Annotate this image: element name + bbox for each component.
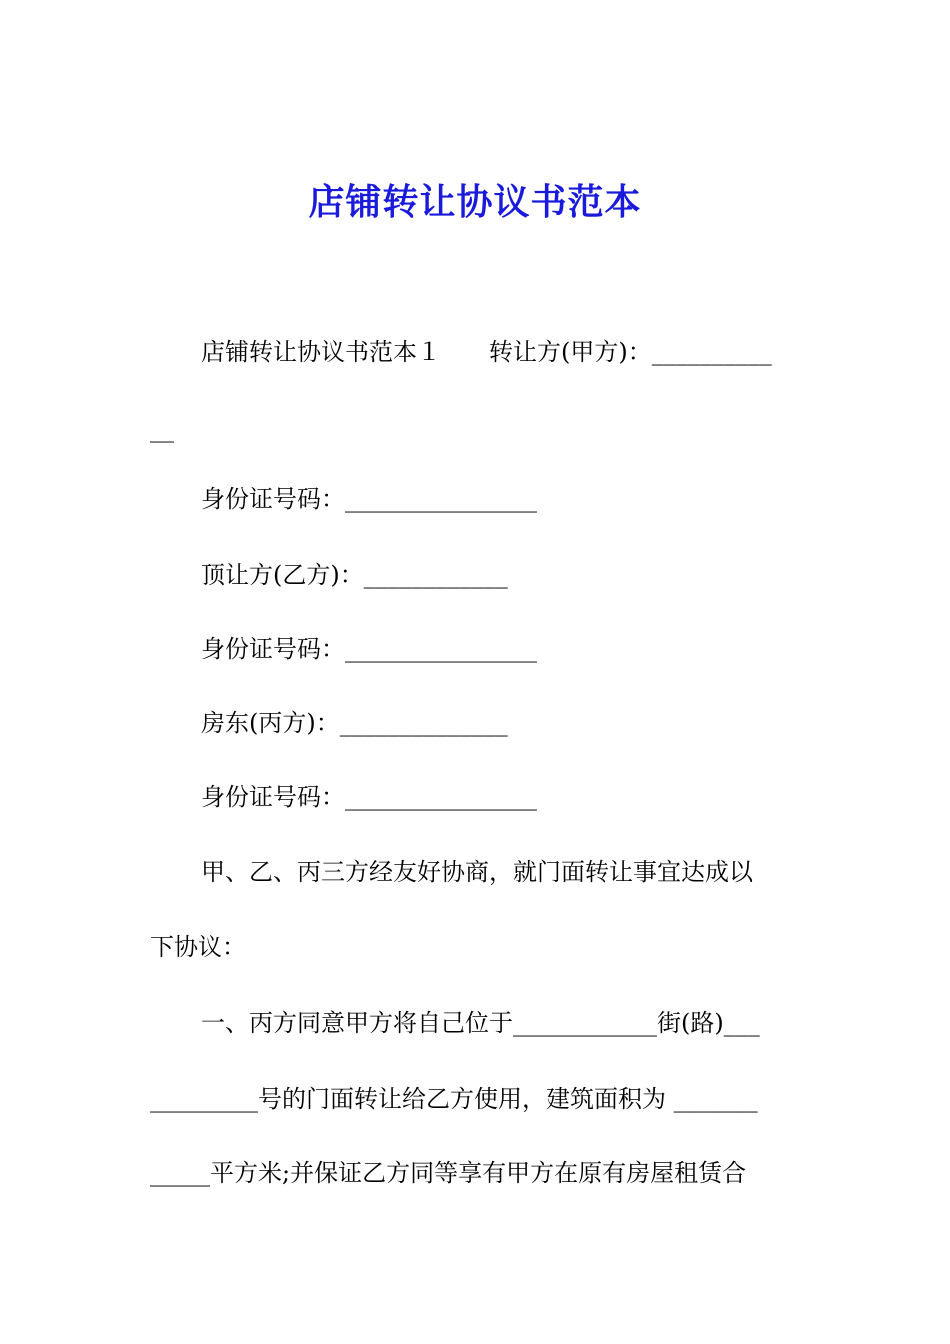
paragraph-line: _____平方米;并保证乙方同等享有甲方在原有房屋租赁合 <box>150 1159 747 1187</box>
paragraph-line: __ <box>150 415 174 443</box>
paragraph-line: 身份证号码：________________ <box>201 783 537 811</box>
paragraph-line: 身份证号码：________________ <box>201 485 537 513</box>
paragraph-line: 下协议： <box>150 933 246 961</box>
paragraph-line: 甲、乙、丙三方经友好协商，就门面转让事宜达成以 <box>201 858 753 886</box>
paragraph-line: 房东(丙方)：______________ <box>201 709 508 737</box>
paragraph-line: 身份证号码：________________ <box>201 635 537 663</box>
paragraph-line: _________号的门面转让给乙方使用，建筑面积为 _______ <box>150 1085 758 1113</box>
paragraph-line: 一、丙方同意甲方将自己位于____________街(路)___ <box>201 1009 760 1037</box>
paragraph-line: 店铺转让协议书范本１ 转让方(甲方)：__________ <box>201 338 772 366</box>
document-title: 店铺转让协议书范本 <box>308 181 642 223</box>
paragraph-line: 顶让方(乙方)：____________ <box>201 561 508 589</box>
